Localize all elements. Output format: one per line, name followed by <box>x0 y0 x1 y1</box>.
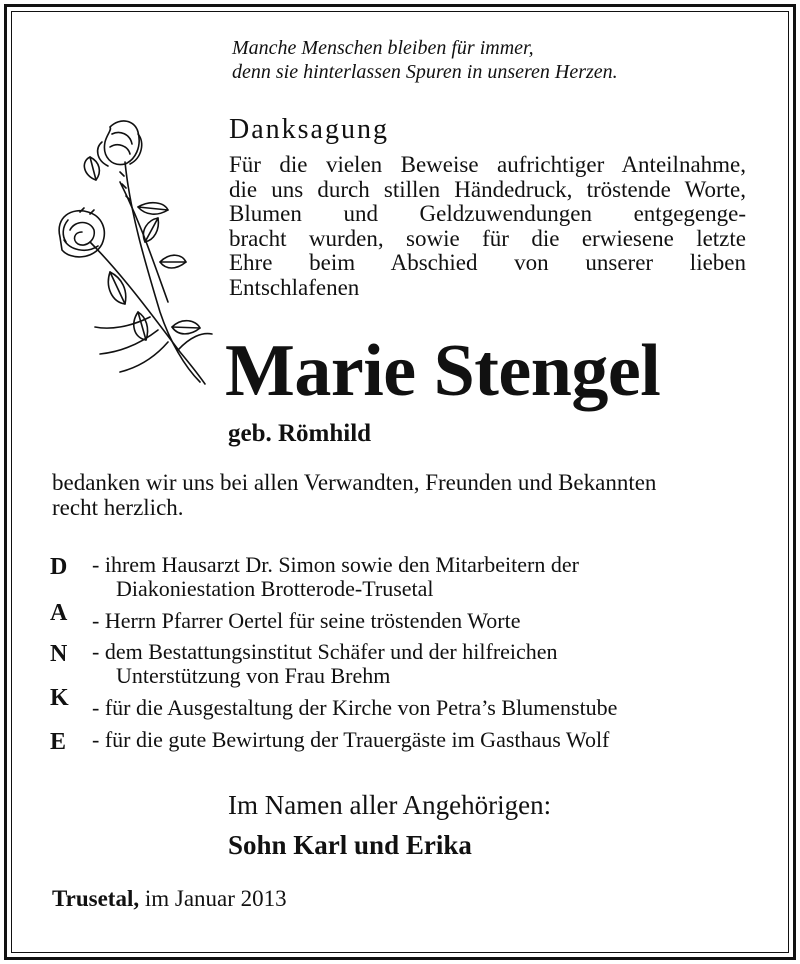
danke-item-continuation: Unterstützung von Frau Brehm <box>116 663 391 688</box>
intro-line: Ehre beim Abschied von unserer lieben <box>229 250 746 276</box>
intro-line: Für die vielen Beweise aufrichtiger Anteilnahme, <box>229 152 746 177</box>
danke-letter-k: K <box>50 685 69 711</box>
place-town: Trusetal, <box>52 886 140 911</box>
intro-paragraph <box>229 153 746 301</box>
thanks-line-2: recht herzlich. <box>52 495 184 520</box>
danke-list <box>50 553 770 773</box>
place-date-text: im Januar 2013 <box>139 886 287 911</box>
danke-letter-e: E <box>50 729 67 755</box>
deceased-name: Marie Stengel <box>225 330 661 412</box>
danke-item-line: - für die gute Bewirtung der Trauergäste im Gasthaus Wolf <box>92 727 610 752</box>
danke-item-line: - ihrem Hausarzt Dr. Simon sowie den Mitarbeitern der <box>92 552 579 577</box>
intro-line: bracht wurden, sowie für die erwiesene letzte <box>229 225 746 251</box>
rose-illustration-icon <box>50 112 215 392</box>
danksagung-heading: Danksagung <box>229 114 389 145</box>
thanks-paragraph <box>52 470 752 520</box>
signature-names: Sohn Karl und Erika <box>228 830 472 860</box>
danke-item-4 <box>92 696 617 720</box>
danke-item-5 <box>92 728 609 752</box>
danke-letter-n: N <box>50 641 68 667</box>
memorial-quote <box>232 36 618 84</box>
quote-line-2: denn sie hinterlassen Spuren in unseren Herzen. <box>232 61 618 83</box>
intro-line: Blumen und Geldzuwendungen entgegenge- <box>229 201 746 227</box>
danke-item-line: - dem Bestattungsinstitut Schäfer und der hilfreichen <box>92 639 558 664</box>
danke-item-2 <box>92 609 520 633</box>
danke-item-1 <box>92 553 579 601</box>
danke-item-line: - für die Ausgestaltung der Kirche von Petra’s Blumenstube <box>92 695 618 720</box>
danke-item-line: - Herrn Pfarrer Oertel für seine tröstenden Worte <box>92 608 521 633</box>
birth-name: geb. Römhild <box>228 420 372 447</box>
thanks-line-1: bedanken wir uns bei allen Verwandten, Freunden und Bekannten <box>52 470 657 495</box>
danke-letter-a: A <box>50 600 68 626</box>
danke-item-3 <box>92 640 558 688</box>
signature-intro: Im Namen aller Angehörigen: <box>228 790 552 820</box>
intro-line: Entschlafenen <box>229 274 360 300</box>
danke-letter-d: D <box>50 554 68 580</box>
danke-item-continuation: Diakoniestation Brotterode-Trusetal <box>116 576 434 601</box>
quote-line-1: Manche Menschen bleiben für immer, <box>232 37 534 59</box>
place-date <box>52 885 287 913</box>
intro-line: die uns durch stillen Händedruck, tröstende Worte, <box>229 176 746 202</box>
